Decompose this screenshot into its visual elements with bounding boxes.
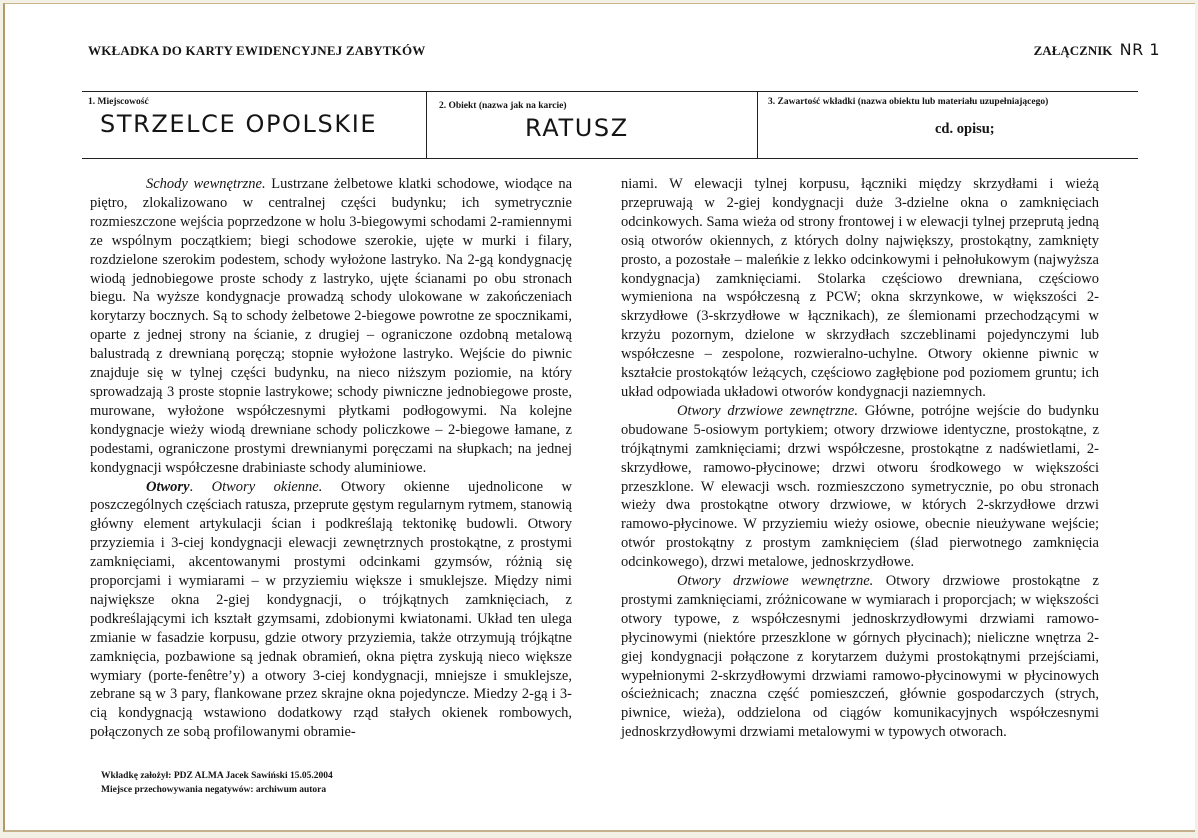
paragraph-windows-continued <box>621 175 1099 402</box>
header-table-divider-1 <box>426 92 427 158</box>
content-label: 3. Zawartość wkładki (nazwa obiektu lub materiału uzupełniającego) <box>768 97 1049 107</box>
place-label: 1. Miejscowość <box>88 97 149 107</box>
text-column-left <box>90 175 572 742</box>
heading-interior-doors: Otwory drzwiowe wewnętrzne. <box>677 573 874 590</box>
place-value: STRZELCE OPOLSKIE <box>100 110 378 138</box>
header-table-divider-2 <box>757 92 758 158</box>
footer-author: Wkładkę założył: PDZ ALMA Jacek Sawiński 15.05.2004 <box>101 771 333 781</box>
footer-negatives: Miejsce przechowywania negatywów: archiwum autora <box>101 785 327 795</box>
content-value: cd. opisu; <box>935 121 995 137</box>
document-title: WKŁADKA DO KARTY EWIDENCYJNEJ ZABYTKÓW <box>88 43 426 58</box>
text-column-right <box>621 175 1099 742</box>
header-table-top-rule <box>82 91 1138 92</box>
text-interior-doors: Otwory drzwiowe prostokątne z prostymi zamknięciami, zróżnicowane w wymiarach i proporcjach; w większości otwory typowe, z współczesnymi jednoskrzydłowymi drzwiami ramowo-płycinowymi (niektóre przeszklone w górnych płycinach); nieliczne wnętrza 2-giej kondygnacji połączone z korytarzem dużymi prostokątnymi przejściami, wypełnionymi 2-skrzydłowymi drzwiami ramowo-płycinowymi w płycinowych ościeżnicach; znaczna część pomieszczeń, głównie gospodarczych (strych, piwnice, wieża), oddzielona od ciągów komunikacyjnych współczesnymi jednoskrzydłowymi drzwiami metalowymi w typowych otworach. <box>621 573 1099 741</box>
annex-label <box>1034 40 1160 59</box>
text-windows-continued: niami. W elewacji tylnej korpusu, łączniki między skrzydłami i wieżą przepruwają w 2-giej kondygnacji duże 3-dzielne okna o zamknięciach odcinkowych. Sama wieża od strony frontowej i w elewacji tylnej przeprutą jedną osią otworów okiennych, z których dolny największy, prostokątny, zamknięty prosto, a pozostałe – maleńkie z lekko odcinkowymi i pełnołukowym (najwyższa kondygnacja) zamknięciami. Stolarka częściowo drewniana, częściowo wymieniona na współczesną z PCW; okna skrzynkowe, w większości 2-skrzydłowe (3-skrzydłowe w łącznikach), ze ślemionami przechodzącymi w krzyżu pozornym, dzielone w skrzydłach szczeblinami pojedynczymi lub współczesne – zespolone, rozwieralno-uchylne. Otwory okienne piwnic w kształcie prostokątów leżących, częściowo zagłębione pod poziomem gruntu; ich układ odpowiada układowi otworów kondygnacji naziemnych. <box>621 176 1099 400</box>
paragraph-exterior-doors <box>621 402 1099 572</box>
heading-separator: . <box>189 478 212 495</box>
paragraph-windows <box>90 478 572 743</box>
text-windows: Otwory okienne ujednolicone w poszczególnych częściach ratusza, przeprute gęstym regularnym rytmem, stanowią główny element artykulacji ścian i podkreślają tektonikę budowli. Otwory przyziemia i 3-ciej kondygnacji elewacji zewnętrznych prostokątne, z prostymi zamknięciami, akcentowanymi prostymi odcinkami gzymsów, różnią się proporcjami i wymiarami – w przyziemiu większe i smuklejsze. Między nimi największe okna 2-giej kondygnacji, o trójkątnych zamknięciach, z podkreślającymi ich kształt gzymsami, zdobionymi kwiatonami. Układ ten ulega zmianie w fasadzie korpusu, gdzie otwory przyziemia, także otrzymują trójkątne zamknięcia, pozbawione są jednak obramień, okna piętra zyskują nieco większe wymiary (porte-fenêtre’y) a otwory 3-ciej kondygnacji, mniejsze i smuklejsze, zebrane są w 3 pary, flankowane przez skrajne okna pojedyncze. Miedzy 2-gą i 3-cią kondygnacją wstawiono dodatkowy rząd stałych okienek rombowych, połączonych ze sobą profilowanymi obramie- <box>90 478 572 741</box>
object-label: 2. Obiekt (nazwa jak na karcie) <box>439 101 567 111</box>
object-value: RATUSZ <box>525 114 629 142</box>
text-exterior-doors: Główne, potrójne wejście do budynku obudowane 5-osiowym portykiem; otwory drzwiowe identyczne, prostokątne, z trójkątnymi zamknięciami; drzwi współczesne, prostokątne z nadświetlami, 2-skrzydłowe, ramowo-płycinowe; drzwi otworu środkowego w większości przeszklone. W elewacji wsch. rozmieszczono symetrycznie, po obu stronach wieży dwa prostokątne otwory drzwiowe, w których 2-skrzydłowe drzwi ramowo-płycinowe. W przyziemiu wieży osiowe, obecnie nieużywane wejście; otwór prostokątny z prostym zamknięciem (ślad pierwotnego zamknięcia odcinkowego), drzwi metalowe, jednoskrzydłowe. <box>621 402 1099 571</box>
annex-text: ZAŁĄCZNIK <box>1033 43 1113 58</box>
heading-exterior-doors: Otwory drzwiowe zewnętrzne. <box>677 402 858 419</box>
text-stairs: Lustrzane żelbetowe klatki schodowe, wiodące na piętro, zlokalizowano w centralnej części budynku; ich symetrycznie rozmieszczone wejścia poprzedzone w holu 3-biegowymi schodami 2-ramiennymi ze wspólnym początkiem; biegi schodowe szerokie, ujęte w murki i filary, rozdzielone szerokim podestem, schody wyłożone lastryko. Na 2-gą kondygnację wiodą jednobiegowe proste schody z lastryko, ujęte ścianami po obu stronach biegu. Na wyższe kondygnacje prowadzą schody ulokowane w zakończeniach korytarzy bocznych. Są to schody żelbetowe 2-biegowe powrotne ze spocznikami, oparte z jednej strony na ścianie, z drugiej – ograniczone ozdobną metalową balustradą z drewnianą poręczą; stopnie wyłożone lastryko. Wejście do piwnic znajduje się w tylnej części budynku, na nieco niższym poziomie, na który sprowadzają 3 proste stopnie lastrykowe; schody piwniczne jednobiegowe proste, murowane, wyłożone współczesnymi płytkami podłogowymi. Na kolejne kondygnacje wieży wiodą drewniane schody policzkowe – 2-biegowe łamane, z podestami, ograniczone prostymi drewnianymi poręczami na słupkach; na jednej kondygnacji współczesne drabiniaste schody aluminiowe. <box>90 176 573 476</box>
annex-number: NR 1 <box>1119 40 1160 59</box>
heading-windows: Otwory okienne. <box>211 478 323 495</box>
header-table-bottom-rule <box>82 158 1138 159</box>
heading-openings: Otwory <box>146 478 190 495</box>
heading-stairs: Schody wewnętrzne. <box>146 176 266 192</box>
paragraph-interior-doors <box>621 572 1099 742</box>
paragraph-stairs <box>90 175 572 478</box>
